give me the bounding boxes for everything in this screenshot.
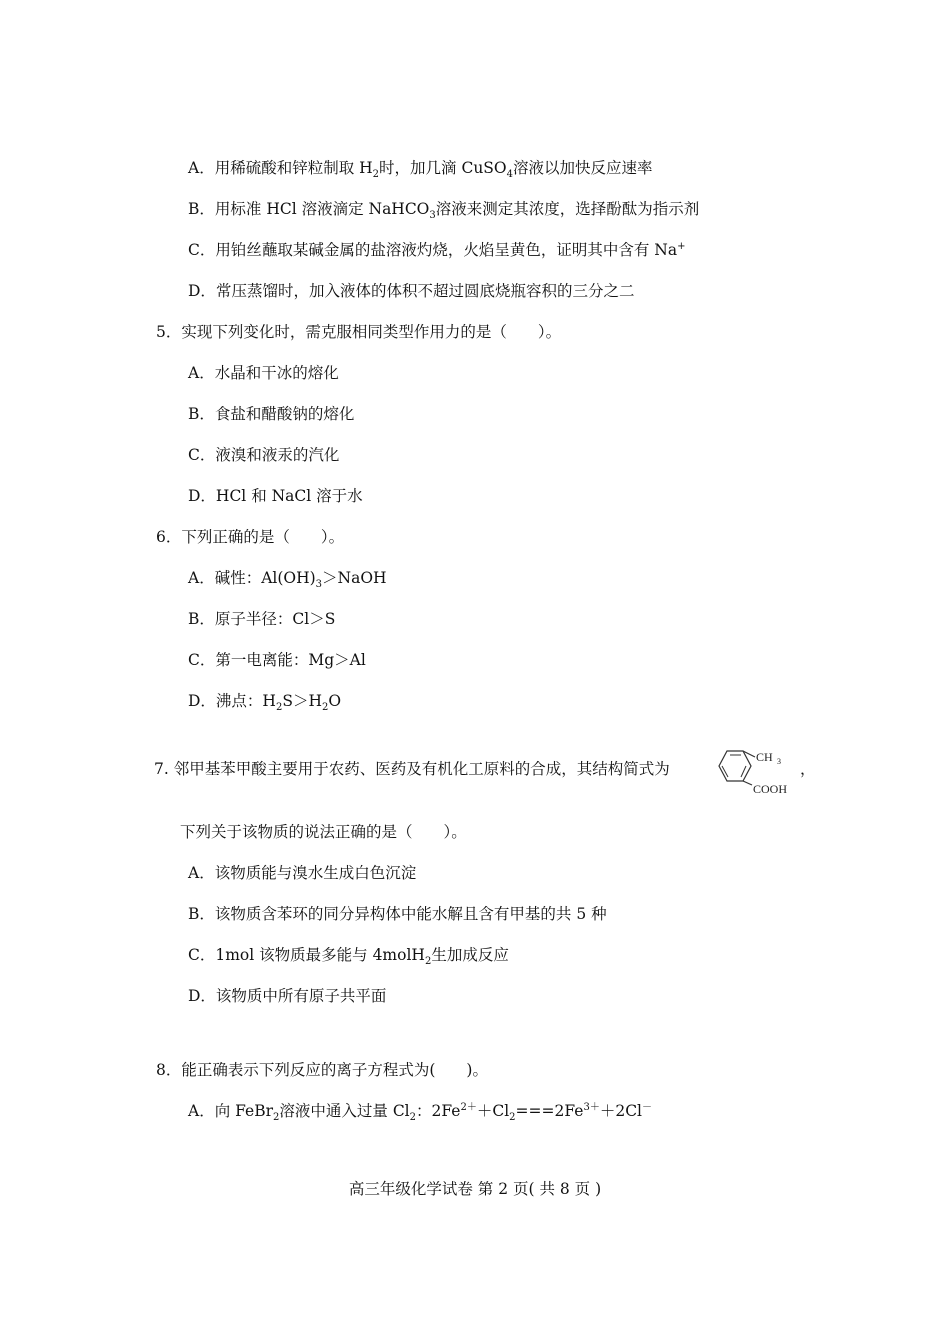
q5-option-a: A．水晶和干冰的熔化 (188, 364, 339, 382)
q4-option-d: D．常压蒸馏时，加入液体的体积不超过圆底烧瓶容积的三分之二 (188, 282, 635, 300)
ch3-subscript: 3 (777, 757, 781, 766)
q6-option-a: A．碱性：$Al(OH)_3>NaOH$ (188, 569, 387, 591)
q7-stem-continued: 下列关于该物质的说法正确的是（ ）。 (180, 823, 467, 841)
o-toluic-acid-structure (706, 735, 801, 797)
q7-option-d: D．该物质中所有原子共平面 (188, 987, 387, 1005)
q6-stem: 6．下列正确的是（ ）。 (156, 528, 345, 546)
q8-stem: 8．能正确表示下列反应的离子方程式为( )。 (156, 1061, 488, 1079)
cooh-label: COOH (753, 782, 788, 796)
q5-option-d: D．HCl 和 NaCl 溶于水 (188, 487, 363, 505)
ch3-label: CH (756, 750, 773, 764)
q7-option-c: C．1mol 该物质最多能与 4molH$_2$生加成反应 (188, 946, 509, 968)
q7-comma: ， (800, 760, 816, 778)
q5-stem: 5．实现下列变化时，需克服相同类型作用力的是（ ）。 (156, 323, 562, 341)
q6-option-d: D．沸点：$H_2S>H_2O$ (188, 692, 342, 714)
q5-option-b: B．食盐和醋酸钠的熔化 (188, 405, 355, 423)
q7-option-a: A．该物质能与溴水生成白色沉淀 (188, 864, 417, 882)
q6-option-c: C．第一电离能：Mg＞Al (188, 651, 366, 669)
q7-stem: 7. 邻甲基苯甲酸主要用于农药、医药及有机化工原料的合成，其结构简式为 (154, 760, 670, 778)
q8-option-a: A．向 FeBr$_2$溶液中通入过量 $Cl_2$：$2Fe^{2+}+Cl_2===2Fe^{3+}+2Cl^-$ (188, 1101, 653, 1124)
q7-option-b: B．该物质含苯环的同分异构体中能水解且含有甲基的共 5 种 (188, 905, 607, 923)
q4-option-c: C．用铂丝蘸取某碱金属的盐溶液灼烧，火焰呈黄色，证明其中含有 Na+ (188, 240, 686, 259)
page-footer: 高三年级化学试卷 第 2 页( 共 8 页 ) (348, 1180, 602, 1198)
q4-option-b: B．用标准 HCl 溶液滴定 NaHCO$_3$溶液来测定其浓度，选择酚酞为指示剂 (188, 200, 700, 222)
q5-option-c: C．液溴和液汞的汽化 (188, 446, 340, 464)
q4-option-a: A．用稀硫酸和锌粒制取 $H_2$时，加几滴 CuSO$_4$溶液以加快反应速率 (188, 159, 653, 181)
q6-option-b: B．原子半径：Cl＞S (188, 610, 336, 628)
